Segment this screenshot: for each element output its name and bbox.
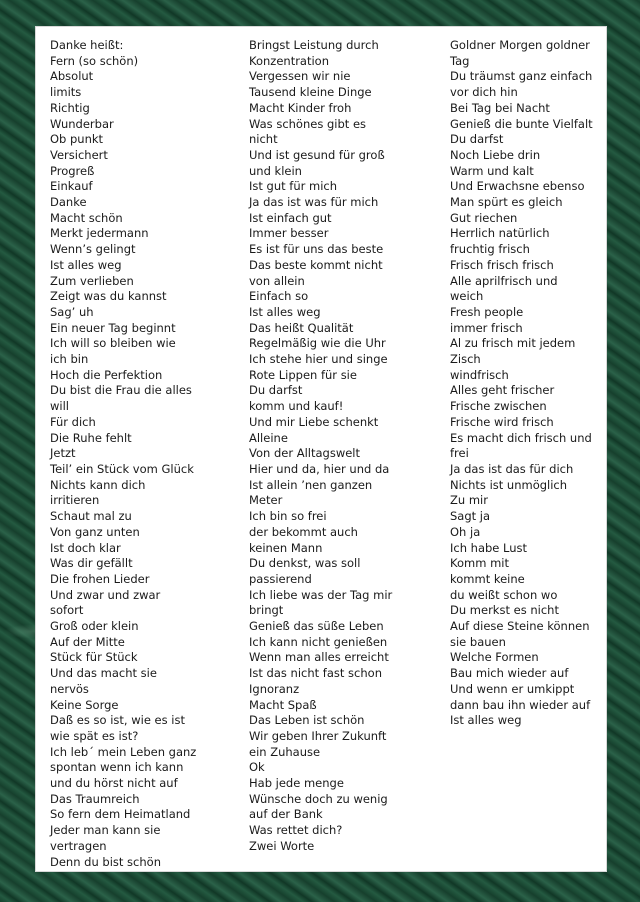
text-line: nicht: [249, 132, 278, 147]
text-line: Die Ruhe fehlt: [50, 430, 132, 445]
text-line: Vergessen wir nie: [249, 69, 351, 84]
text-line: bringt: [249, 603, 284, 618]
text-line: Wir geben Ihrer Zukunft: [249, 728, 387, 743]
text-line: Progreß: [50, 163, 95, 178]
text-line: Du darfst: [249, 383, 303, 398]
text-line: Wunderbar: [50, 116, 114, 131]
text-line: Für dich: [50, 414, 96, 429]
text-line: Was rettet dich?: [249, 823, 343, 838]
text-line: Goldner Morgen goldner: [450, 38, 590, 52]
text-line: Du darfst: [450, 132, 504, 147]
text-line: Alles geht frischer: [450, 383, 555, 398]
text-line: Ich stehe hier und singe: [249, 352, 388, 367]
text-line: Tausend kleine Dinge: [249, 85, 372, 100]
text-line: Das beste kommt nicht: [249, 257, 383, 272]
text-line: Teil’ ein Stück vom Glück: [50, 461, 194, 476]
text-line: Ja das ist was für mich: [249, 195, 379, 210]
text-line: Jetzt: [50, 446, 76, 461]
text-line: Welche Formen: [450, 650, 539, 665]
text-column-3: [450, 38, 593, 729]
text-line: Macht schön: [50, 210, 123, 225]
text-line: Frische wird frisch: [450, 414, 554, 429]
text-line: limits: [50, 85, 82, 100]
text-line: Al zu frisch mit jedem: [450, 336, 576, 351]
text-line: Absolut: [50, 69, 94, 84]
text-line: Denn du bist schön: [50, 854, 161, 869]
text-line: Und zwar und zwar: [50, 587, 161, 602]
text-line: Zwei Worte: [249, 838, 315, 853]
text-line: Und das macht sie: [50, 666, 157, 681]
text-line: Ist das nicht fast schon: [249, 666, 382, 681]
text-line: passierend: [249, 571, 312, 586]
text-line: Alle aprilfrisch und: [450, 273, 558, 288]
text-line: Und mir Liebe schenkt: [249, 414, 379, 429]
text-line: Nichts kann dich: [50, 477, 146, 492]
text-line: Du merkst es nicht: [450, 603, 559, 618]
text-column-2: [249, 38, 392, 855]
text-line: immer frisch: [450, 320, 523, 335]
text-line: weich: [450, 289, 484, 304]
text-line: Hab jede menge: [249, 776, 344, 791]
text-line: Gut riechen: [450, 210, 518, 225]
text-line: Einkauf: [50, 179, 93, 194]
text-line: Das Traumreich: [50, 791, 140, 806]
text-line: sie bauen: [450, 634, 506, 649]
text-line: Macht Spaß: [249, 697, 317, 712]
text-line: Fresh people: [450, 304, 524, 319]
text-line: Es macht dich frisch und: [450, 430, 592, 445]
text-line: Es ist für uns das beste: [249, 242, 384, 257]
text-line: Ignoranz: [249, 681, 300, 696]
text-line: Sagt ja: [450, 509, 491, 524]
text-line: Ist alles weg: [50, 257, 122, 272]
text-line: Du denkst, was soll: [249, 556, 361, 571]
text-line: Bringst Leistung durch: [249, 38, 379, 52]
text-line: Ist gut für mich: [249, 179, 338, 194]
text-line: ein Zuhause: [249, 744, 321, 759]
text-line: Ich leb´ mein Leben ganz: [50, 744, 197, 759]
text-line: Frische zwischen: [450, 399, 547, 414]
text-line: Sag’ uh: [50, 304, 94, 319]
text-line: wie spät es ist?: [50, 728, 139, 743]
text-line: Konzentration: [249, 53, 330, 68]
text-line: Tag: [450, 53, 470, 68]
text-line: auf der Bank: [249, 807, 323, 822]
text-line: komm und kauf!: [249, 399, 344, 414]
text-line: Ist alles weg: [249, 304, 321, 319]
text-line: Merkt jedermann: [50, 226, 149, 241]
text-line: Das Leben ist schön: [249, 713, 365, 728]
text-line: Daß es so ist, wie es ist: [50, 713, 185, 728]
text-line: Und Erwachsne ebenso: [450, 179, 585, 194]
text-line: Meter: [249, 493, 283, 508]
text-line: Versichert: [50, 147, 108, 162]
text-line: Ist einfach gut: [249, 210, 332, 225]
text-line: Rote Lippen für sie: [249, 367, 357, 382]
text-line: Fern (so schön): [50, 53, 139, 68]
text-line: Bei Tag bei Nacht: [450, 100, 550, 115]
text-line: Ich bin so frei: [249, 509, 327, 524]
text-line: will: [50, 399, 69, 414]
text-line: Frisch frisch frisch: [450, 257, 554, 272]
text-line: fruchtig frisch: [450, 242, 530, 257]
text-line: kommt keine: [450, 571, 525, 586]
text-line: Genieß das süße Leben: [249, 619, 384, 634]
text-line: Was dir gefällt: [50, 556, 133, 571]
text-line: Keine Sorge: [50, 697, 119, 712]
text-line: Ob punkt: [50, 132, 104, 147]
text-line: Regelmäßig wie die Uhr: [249, 336, 386, 351]
text-line: Stück für Stück: [50, 650, 138, 665]
text-line: Wenn’s gelingt: [50, 242, 136, 257]
text-line: Ich kann nicht genießen: [249, 634, 388, 649]
text-line: Genieß die bunte Vielfalt: [450, 116, 593, 131]
text-line: So fern dem Heimatland: [50, 807, 191, 822]
text-line: Nichts ist unmöglich: [450, 477, 568, 492]
text-line: Jeder man kann sie: [50, 823, 161, 838]
text-line: Du bist die Frau die alles: [50, 383, 192, 398]
text-line: sofort: [50, 603, 84, 618]
text-column-1: [50, 38, 196, 870]
text-line: vertragen: [50, 838, 107, 853]
text-line: Ich will so bleiben wie: [50, 336, 176, 351]
text-line: Herrlich natürlich: [450, 226, 550, 241]
text-line: nervös: [50, 681, 89, 696]
text-line: Was schönes gibt es: [249, 116, 367, 131]
text-line: Und ist gesund für groß: [249, 147, 385, 162]
text-line: Oh ja: [450, 524, 481, 539]
text-line: Von der Alltagswelt: [249, 446, 361, 461]
text-line: Warm und kalt: [450, 163, 534, 178]
text-line: Hoch die Perfektion: [50, 367, 163, 382]
text-line: Hier und da, hier und da: [249, 461, 390, 476]
text-line: Und wenn er umkippt: [450, 681, 575, 696]
text-line: Ich liebe was der Tag mir: [249, 587, 393, 602]
text-line: Danke heißt:: [50, 38, 124, 52]
text-line: dann bau ihn wieder auf: [450, 697, 591, 712]
text-line: Die frohen Lieder: [50, 571, 150, 586]
text-line: Du träumst ganz einfach: [450, 69, 593, 84]
text-line: Auf der Mitte: [50, 634, 125, 649]
paper-sheet: [35, 26, 607, 872]
text-line: Ein neuer Tag beginnt: [50, 320, 176, 335]
text-line: Immer besser: [249, 226, 329, 241]
text-line: irritieren: [50, 493, 100, 508]
text-line: Wünsche doch zu wenig: [249, 791, 388, 806]
text-line: von allein: [249, 273, 305, 288]
text-line: Ist allein ’nen ganzen: [249, 477, 373, 492]
text-line: Noch Liebe drin: [450, 147, 541, 162]
text-line: Bau mich wieder auf: [450, 666, 569, 681]
text-line: Alleine: [249, 430, 288, 445]
text-line: Das heißt Qualität: [249, 320, 354, 335]
text-line: Komm mit: [450, 556, 509, 571]
text-line: spontan wenn ich kann: [50, 760, 184, 775]
text-line: Groß oder klein: [50, 619, 139, 634]
text-line: und du hörst nicht auf: [50, 776, 178, 791]
text-line: und klein: [249, 163, 302, 178]
text-line: Ist alles weg: [450, 713, 522, 728]
text-line: vor dich hin: [450, 85, 518, 100]
text-line: Wenn man alles erreicht: [249, 650, 389, 665]
text-line: Zisch: [450, 352, 481, 367]
text-line: windfrisch: [450, 367, 509, 382]
text-line: Ok: [249, 760, 265, 775]
text-line: Ich habe Lust: [450, 540, 528, 555]
text-line: Richtig: [50, 100, 90, 115]
text-line: frei: [450, 446, 469, 461]
text-line: der bekommt auch: [249, 524, 358, 539]
text-line: keinen Mann: [249, 540, 323, 555]
text-line: Zeigt was du kannst: [50, 289, 167, 304]
text-line: ich bin: [50, 352, 89, 367]
text-line: Zum verlieben: [50, 273, 134, 288]
text-line: Schaut mal zu: [50, 509, 132, 524]
text-line: Zu mir: [450, 493, 488, 508]
text-line: Von ganz unten: [50, 524, 140, 539]
text-line: Macht Kinder froh: [249, 100, 352, 115]
text-line: Auf diese Steine können: [450, 619, 590, 634]
text-line: Einfach so: [249, 289, 309, 304]
text-line: Danke: [50, 195, 87, 210]
text-line: Ist doch klar: [50, 540, 121, 555]
text-line: Ja das ist das für dich: [450, 461, 574, 476]
text-line: Man spürt es gleich: [450, 195, 563, 210]
text-line: du weißt schon wo: [450, 587, 558, 602]
